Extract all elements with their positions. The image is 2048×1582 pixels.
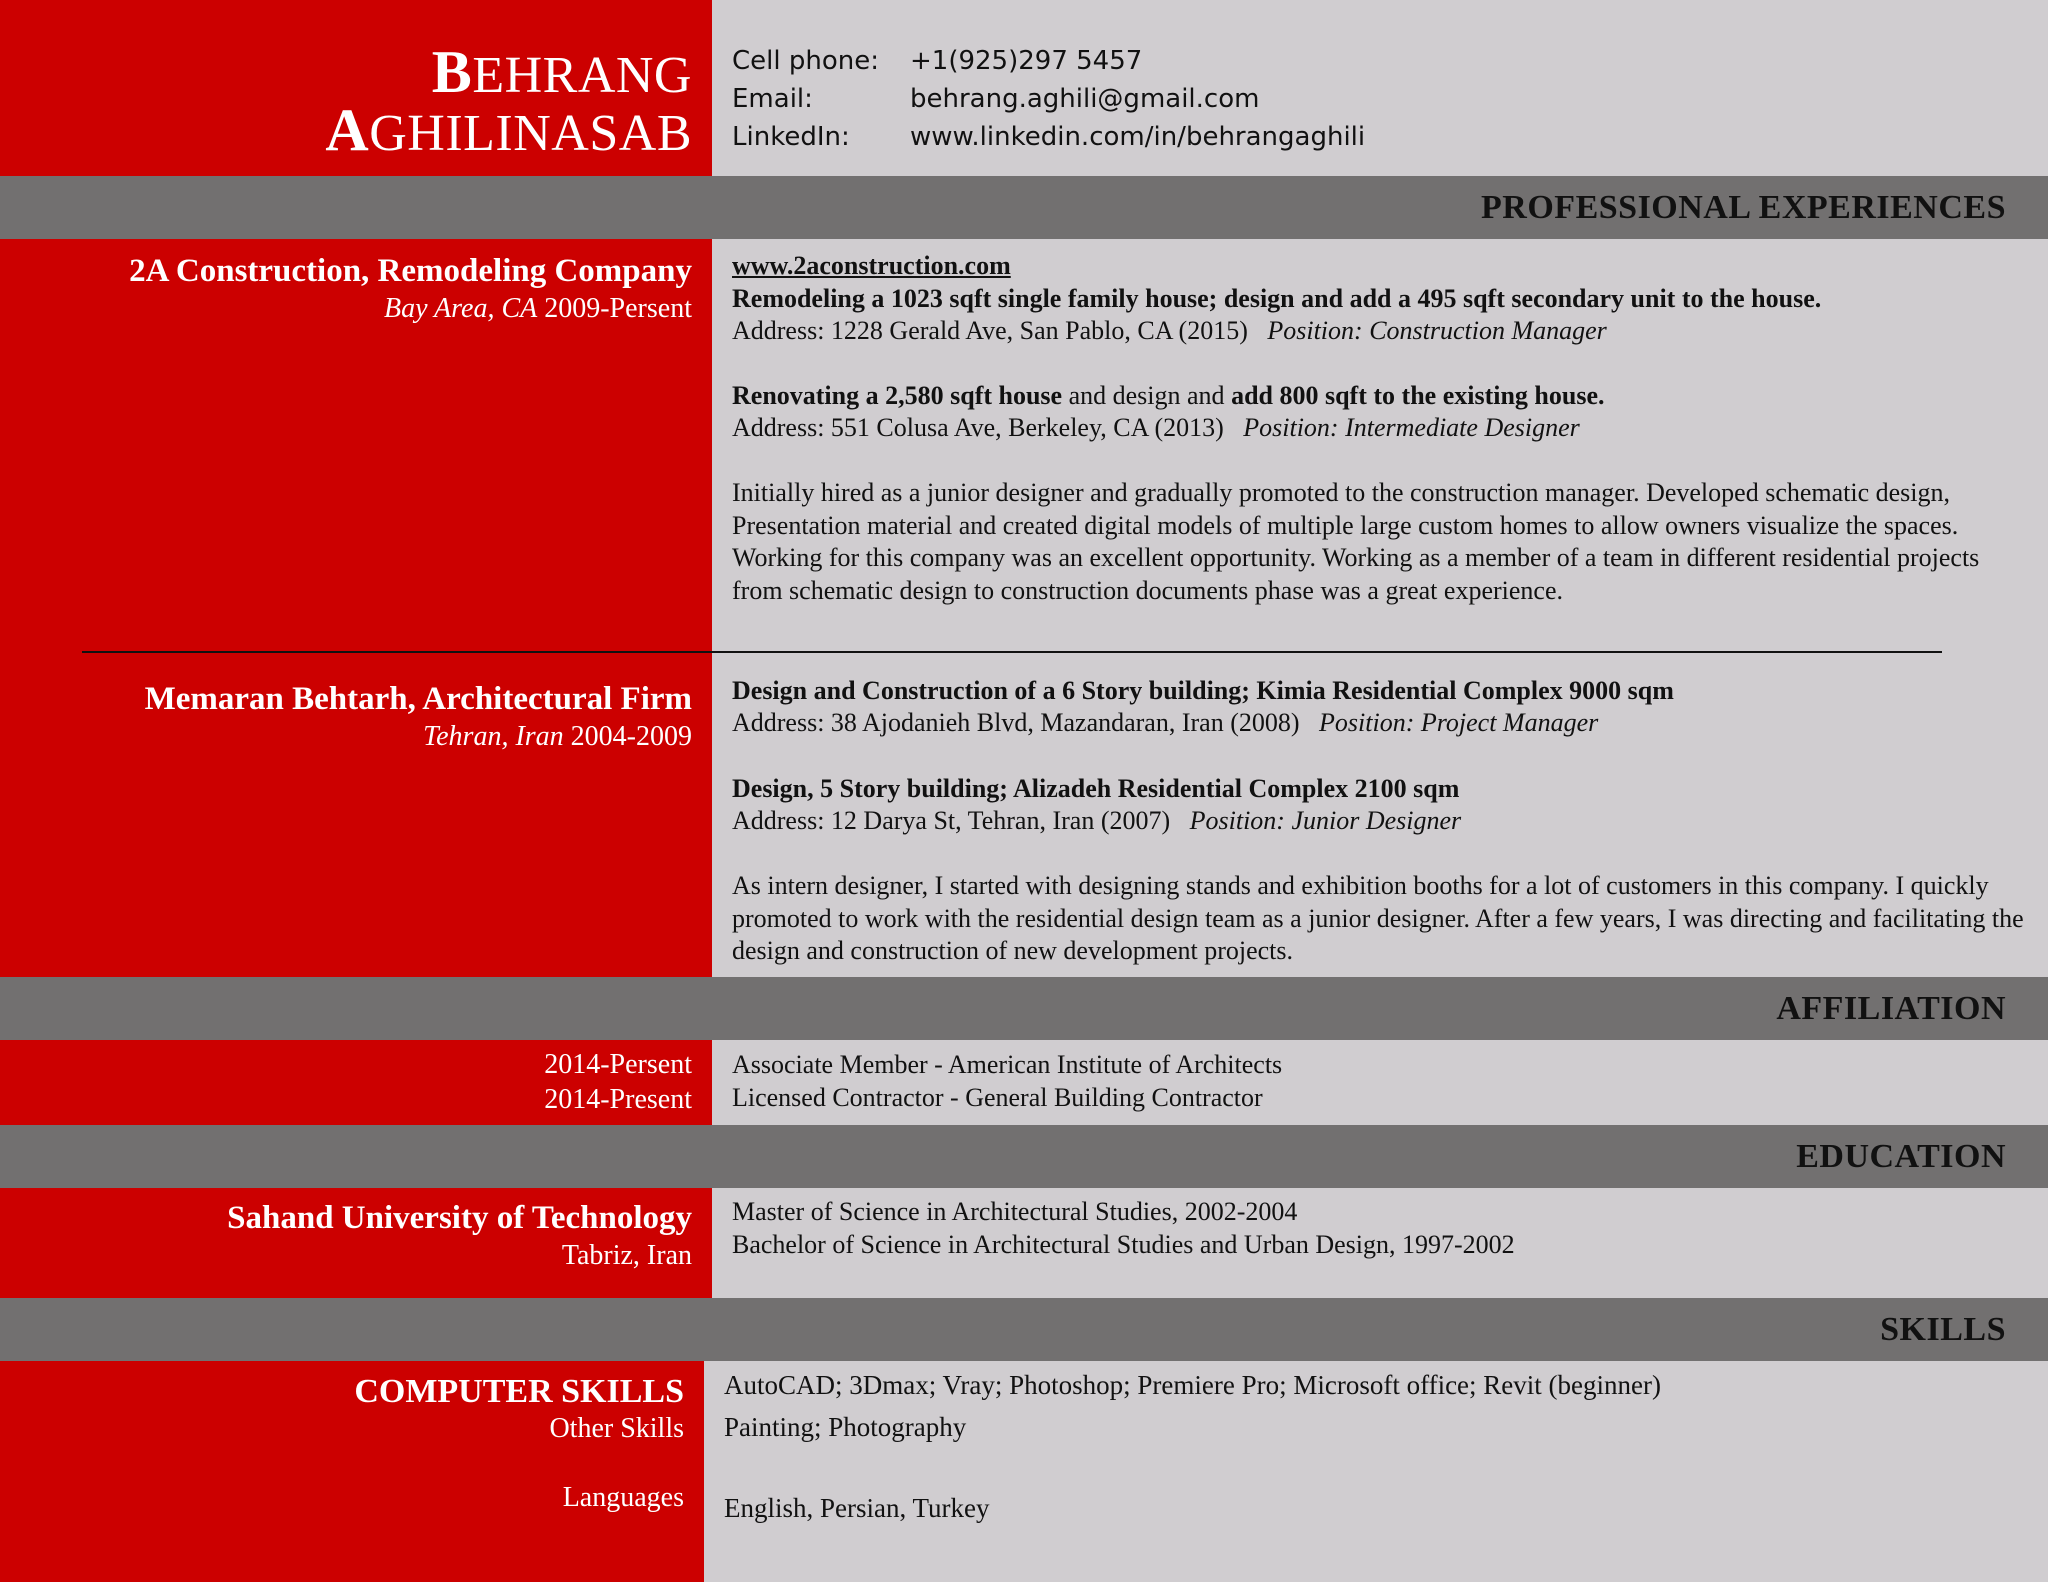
first-name: BEHRANG — [431, 39, 692, 105]
name-panel — [0, 0, 712, 176]
project-address: Address: 12 Darya St, Tehran, Iran (2007) Position: Junior Designer — [732, 806, 1462, 835]
project-address: Address: 38 Ajodanieh Blvd, Mazandaran, Iran (2008) Position: Project Manager — [732, 708, 1599, 737]
project-address: Address: 1228 Gerald Ave, San Pablo, CA (2015) Position: Construction Manager — [732, 316, 1607, 345]
languages-label: Languages — [562, 1482, 684, 1513]
job-description: As intern designer, I started with designing stands and exhibition booths for a lot of customers in this company. I quickly promoted to work with the residential design team as a junior designer. After a few years, I was directing and facilitating the design and construction of new development projects. — [732, 871, 2024, 965]
section-title-education: EDUCATION — [1796, 1138, 2006, 1175]
school-name: Sahand University of Technology — [227, 1200, 692, 1236]
affiliation-years: 2014-Present — [544, 1084, 692, 1115]
company-location-years: Tehran, Iran 2004-2009 — [423, 721, 692, 752]
degree-item: Master of Science in Architectural Studies, 2002-2004 — [732, 1197, 1298, 1226]
contact-panel — [712, 0, 2048, 176]
project-title: Remodeling a 1023 sqft single family house; design and add a 495 sqft secondary unit to the house. — [732, 284, 1822, 313]
section-band-experience — [0, 176, 2048, 239]
contact-email: Email: behrang.aghili@gmail.com — [732, 84, 1260, 114]
experience-right-panel — [712, 239, 2048, 977]
section-title-experience: PROFESSIONAL EXPERIENCES — [1481, 189, 2006, 226]
experience-divider — [82, 651, 1942, 653]
affiliation-left-panel — [0, 1040, 712, 1125]
skills-right-panel — [704, 1361, 2048, 1582]
contact-linkedin: LinkedIn: www.linkedin.com/in/behrangaghili — [732, 122, 1366, 152]
company-location-years: Bay Area, CA 2009-Persent — [384, 293, 692, 324]
affiliation-item: Licensed Contractor - General Building Contractor — [732, 1083, 1263, 1112]
affiliation-years: 2014-Persent — [544, 1049, 692, 1080]
section-title-affiliation: AFFILIATION — [1776, 990, 2006, 1027]
education-right-panel — [712, 1188, 2048, 1298]
affiliation-right-panel — [712, 1040, 2048, 1125]
computer-skills-label: COMPUTER SKILLS — [354, 1373, 684, 1410]
section-band-skills — [0, 1298, 2048, 1361]
languages-value: English, Persian, Turkey — [724, 1493, 990, 1523]
project-title: Design, 5 Story building; Alizadeh Residential Complex 2100 sqm — [732, 774, 1460, 803]
school-location: Tabriz, Iran — [561, 1240, 692, 1271]
computer-skills-value: AutoCAD; 3Dmax; Vray; Photoshop; Premiere Pro; Microsoft office; Revit (beginner) — [724, 1370, 1661, 1400]
other-skills-label: Other Skills — [549, 1413, 684, 1444]
section-band-affiliation — [0, 977, 2048, 1040]
affiliation-item: Associate Member - American Institute of Architects — [732, 1050, 1283, 1079]
experience-left-panel — [0, 239, 712, 977]
degree-item: Bachelor of Science in Architectural Studies and Urban Design, 1997-2002 — [732, 1230, 1515, 1259]
company-website-link[interactable]: www.2aconstruction.com — [732, 251, 1011, 280]
education-left-panel — [0, 1188, 712, 1298]
project-title: Design and Construction of a 6 Story building; Kimia Residential Complex 9000 sqm — [732, 676, 1674, 705]
section-title-skills: SKILLS — [1880, 1311, 2006, 1348]
other-skills-value: Painting; Photography — [724, 1412, 967, 1442]
project-title: Renovating a 2,580 sqft house and design and add 800 sqft to the existing house. — [732, 381, 1605, 410]
last-name: AGHILINASAB — [325, 97, 692, 163]
project-address: Address: 551 Colusa Ave, Berkeley, CA (2013) Position: Intermediate Designer — [732, 413, 1580, 442]
contact-phone: Cell phone: +1(925)297 5457 — [732, 46, 1143, 76]
section-band-education — [0, 1125, 2048, 1188]
company-name: Memaran Behtarh, Architectural Firm — [144, 681, 692, 717]
skills-left-panel — [0, 1361, 704, 1582]
job-description: Initially hired as a junior designer and gradually promoted to the construction manager. Developed schematic design, Presentation material and created digital models of multiple large custom homes to allow owners visualize the spaces. Working for this company was an excellent opportunity. Working as a member of a team in different residential projects from schematic design to construction documents phase was a great experience. — [732, 478, 1980, 605]
company-name: 2A Construction, Remodeling Company — [129, 253, 692, 289]
